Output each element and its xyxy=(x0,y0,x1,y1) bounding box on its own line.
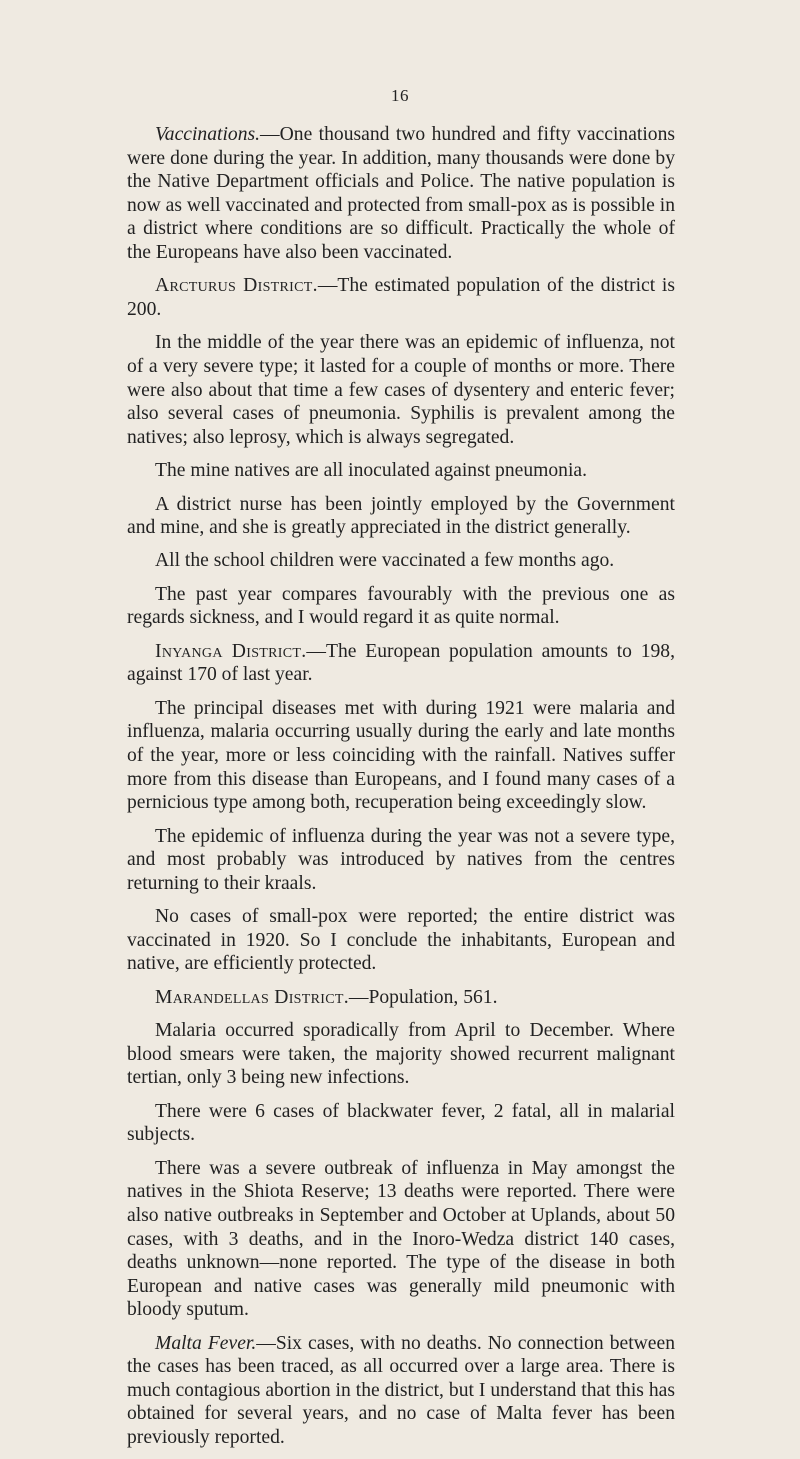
paragraph-district-nurse xyxy=(127,493,675,540)
paragraph-influenza-type xyxy=(127,825,675,896)
paragraph-text: —One thousand two hundred and fifty vaccinations were done during the year. In addition, many thousands were done by the Native Department officials and Police. The native population is now as well vaccinated and protected from small-pox as is possible in a district where conditions are so difficult. Practically the whole of the Europeans have also been vaccinated. xyxy=(127,124,675,263)
paragraph-text: —Six cases, with no deaths. No connection between the cases has been traced, as all occurred over a large area. There is much contagious abortion in the district, but I understand that this has obtained for several years, and no case of Malta fever has been previously reported. xyxy=(127,1332,675,1449)
paragraph-text: There was a severe outbreak of influenza in May amongst the natives in the Shiota Reserve; 13 deaths were reported. There were also native outbreaks in September and October at Uplands, about 50 cases, with 3 deaths, and in the Inoro-Wedza district 140 cases, deaths unknown—none reported. The type of the disease in both European and native cases was generally mild pneumonic with bloody sputum. xyxy=(127,1157,675,1321)
paragraph-text: All the school children were vaccinated a few months ago. xyxy=(155,550,615,572)
paragraph-text: The mine natives are all inoculated against pneumonia. xyxy=(155,460,588,482)
paragraph-inyanga-district xyxy=(127,640,675,687)
paragraph-text: The principal diseases met with during 1921 were malaria and influenza, malaria occurring usually during the early and late months of the year, more or less coinciding with the rainfall. Natives suffer more from this disease than Europeans, and I found many cases of a pernicious type among both, recuperation being exceedingly slow. xyxy=(127,697,675,814)
paragraph-blackwater-fever xyxy=(127,1100,675,1147)
paragraph-text: Malaria occurred sporadically from April to December. Where blood smears were taken, the majority showed recurrent malignant tertian, only 3 being new infections. xyxy=(127,1020,675,1089)
paragraph-text: The epidemic of influenza during the year was not a severe type, and most probably was introduced by natives from the centres returning to their kraals. xyxy=(127,825,675,894)
heading-marandellas-district: Marandellas District. xyxy=(155,986,349,1008)
paragraph-vaccinations xyxy=(127,123,675,265)
paragraph-text: —The estimated population of the district is 200. xyxy=(127,275,675,320)
paragraph-influenza-outbreak xyxy=(127,1157,675,1322)
paragraph-past-year xyxy=(127,583,675,630)
paragraph-arcturus-district xyxy=(127,274,675,321)
paragraph-school-children xyxy=(127,549,675,573)
paragraph-small-pox xyxy=(127,905,675,976)
paragraph-text: No cases of small-pox were reported; the entire district was vaccinated in 1920. So I conclude the inhabitants, European and native, are efficiently protected. xyxy=(127,906,675,975)
paragraph-principal-diseases xyxy=(127,697,675,815)
paragraph-malaria xyxy=(127,1019,675,1090)
paragraph-text: In the middle of the year there was an epidemic of influenza, not of a very severe type; it lasted for a couple of months or more. There were also about that time a few cases of dysentery and enteric fever; also several cases of pneumonia. Syphilis is prevalent among the natives; also leprosy, which is always segregated. xyxy=(127,332,675,448)
heading-vaccinations: Vaccinations. xyxy=(155,124,261,145)
body-text xyxy=(127,123,675,1459)
paragraph-text: —The European population amounts to 198, against 170 of last year. xyxy=(127,640,675,686)
paragraph-influenza-epidemic xyxy=(127,331,675,449)
heading-arcturus-district: Arcturus District. xyxy=(155,275,318,297)
paragraph-malta-fever xyxy=(127,1332,675,1450)
paragraph-text: The past year compares favourably with the previous one as regards sickness, and I would regard it as quite normal. xyxy=(127,583,675,629)
paragraph-mine-natives xyxy=(127,459,675,483)
paragraph-marandellas-district xyxy=(127,986,675,1010)
paragraph-text: There were 6 cases of blackwater fever, 2 fatal, all in malarial subjects. xyxy=(127,1100,675,1146)
paragraph-text: A district nurse has been jointly employed by the Government and mine, and she is greatly appreciated in the district generally. xyxy=(127,493,675,539)
heading-inyanga-district: Inyanga District. xyxy=(155,640,307,662)
page-number: 16 xyxy=(391,86,409,105)
heading-malta-fever: Malta Fever. xyxy=(155,1332,257,1354)
paragraph-text: —Population, 561. xyxy=(348,986,498,1008)
